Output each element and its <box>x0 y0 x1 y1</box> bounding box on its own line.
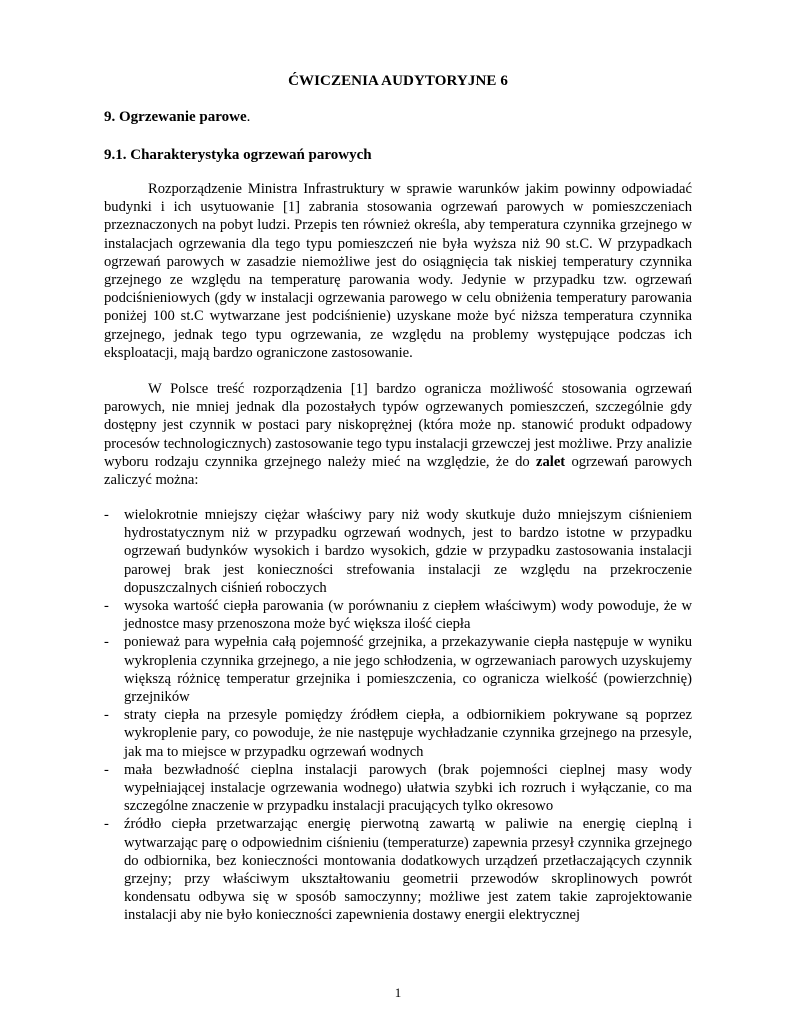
list-item <box>104 761 692 816</box>
bullet-dash: - <box>104 598 109 615</box>
paragraph-poland-tail: ogrzewań parowych zaliczyć można: <box>104 453 692 489</box>
list-item-text: wielokrotnie mniejszy ciężar właściwy pary niż wody skutkuje dużo mniejszym ciśnieniem hydrostatycznym niż w przypadku ogrzewań wodnych, jest to bardzo istotne w przypadku ogrzewań budynków wysokich i bardzo wysokich, gdzie w przypadku zastosowania instalacji parowej brak jest konieczności strefowania instalacji ze względu na przekroczenie dopuszczalnych ciśnień roboczych <box>124 507 692 596</box>
paragraph-poland <box>104 380 692 489</box>
bullet-dash: - <box>104 634 109 651</box>
list-item <box>104 706 692 761</box>
paragraph-regulation: Rozporządzenie Ministra Infrastruktury w sprawie warunków jakim powinny odpowiadać budynki i ich usytuowanie [1] zabrania stosowania ogrzewań parowych w pomieszczeniach przeznaczonych na pobyt ludzi. Przepis ten również określa, aby temperatura czynnika grzejnego w instalacjach ogrzewania dla tego typu pomieszczeń nie była wyższa niż 90 st.C. W przypadkach ogrzewań parowych w zasadzie niemożliwe jest do osiągnięcia tak niskiej temperatury czynnika grzejnego ze względu na temperaturę parowania wody. Jedynie w przypadku tzw. ogrzewań podciśnieniowych (gdy w instalacji ogrzewania parowego w celu obniżenia temperatury parowania poniżej 100 st.C wytwarzane jest podciśnienie) uzyskane może być niższa temperatura czynnika grzejnego, jednak tego typu ogrzewania, ze względu na problemy występujące podczas ich eksploatacji, mają bardzo ograniczone zastosowanie. <box>104 181 692 361</box>
list-item-text: wysoka wartość ciepła parowania (w porównaniu z ciepłem właściwym) wody powoduje, że w jednostce masy przenoszona może być większa ilość ciepła <box>124 598 692 633</box>
page-number: 1 <box>394 985 402 1000</box>
bullet-dash: - <box>104 761 109 778</box>
section-heading-tail: . <box>246 109 251 125</box>
bullet-dash: - <box>104 507 109 523</box>
list-item-text: straty ciepła na przesyle pomiędzy źródłem ciepła, a odbiornikiem pokrywane są poprzez wykroplenie pary, co powoduje, że nie następuje wychładzanie czynnika grzejnego na przesyle, jak ma to miejsce w przypadku ogrzewań wodnych <box>124 707 692 760</box>
paragraph-poland-text: W Polsce treść rozporządzenia [1] bardzo ogranicza możliwość stosowania ogrzewań parowych, nie mniej jednak dla pozostałych typów ogrzewanych pomieszczeń, szczególnie gdy dostępny jest czynnik w postaci pary niskoprężnej (która może np. stanowić produkt odpadowy procesów technologicznych) zastosowanie tego typu instalacji grzewczej jest możliwe. Przy analizie wyboru rodzaju czynnika grzejnego należy mieć na względzie, że do <box>104 381 692 470</box>
subsection-heading: 9.1. Charakterystyka ogrzewań parowych <box>104 147 372 163</box>
list-item-text: źródło ciepła przetwarzając energię pierwotną zawartą w paliwie na energię cieplną i wytwarzając parę o odpowiednim ciśnieniu (temperaturze) zapewnia przesył czynnika grzejnego do odbiornika, bez konieczności montowania dodatkowych urządzeń przetłaczających czynnik grzejny; przy właściwym ukształtowaniu geometrii przewodów skroplinowych powrót kondensatu odbywa się w sposób samoczynny; możliwe jest zatem takie zaprojektowanie instalacji aby nie było konieczności zapewnienia dostawy energii elektrycznej <box>124 816 692 924</box>
advantages-bold-word: zalet <box>535 453 566 470</box>
document-title: ĆWICZENIA AUDYTORYJNE 6 <box>288 73 508 89</box>
list-item <box>104 633 692 706</box>
list-item-text: mała bezwładność cieplna instalacji parowych (brak pojemności cieplnej masy wody wypełniającej instalacje ogrzewania wodnego) ułatwia szybki ich rozruch i wyłączanie, co ma szczególne znaczenie w przypadku instalacji pracujących tylko okresowo <box>124 761 692 815</box>
advantages-list <box>104 506 692 925</box>
list-item <box>104 597 692 633</box>
section-heading <box>104 108 250 126</box>
list-item <box>104 506 692 597</box>
section-heading-text: 9. Ogrzewanie parowe <box>104 109 247 125</box>
list-item-text: ponieważ para wypełnia całą pojemność grzejnika, a przekazywanie ciepła następuje w wyniku wykroplenia czynnika grzejnego, a nie jego schłodzenia, w ogrzewaniach parowych uzyskujemy większą różnicę temperatur grzejnika i pomieszczenia, co ogranicza wielkość (powierzchnię) grzejników <box>124 634 692 706</box>
bullet-dash: - <box>104 816 109 833</box>
list-item <box>104 815 692 924</box>
bullet-dash: - <box>104 707 109 724</box>
